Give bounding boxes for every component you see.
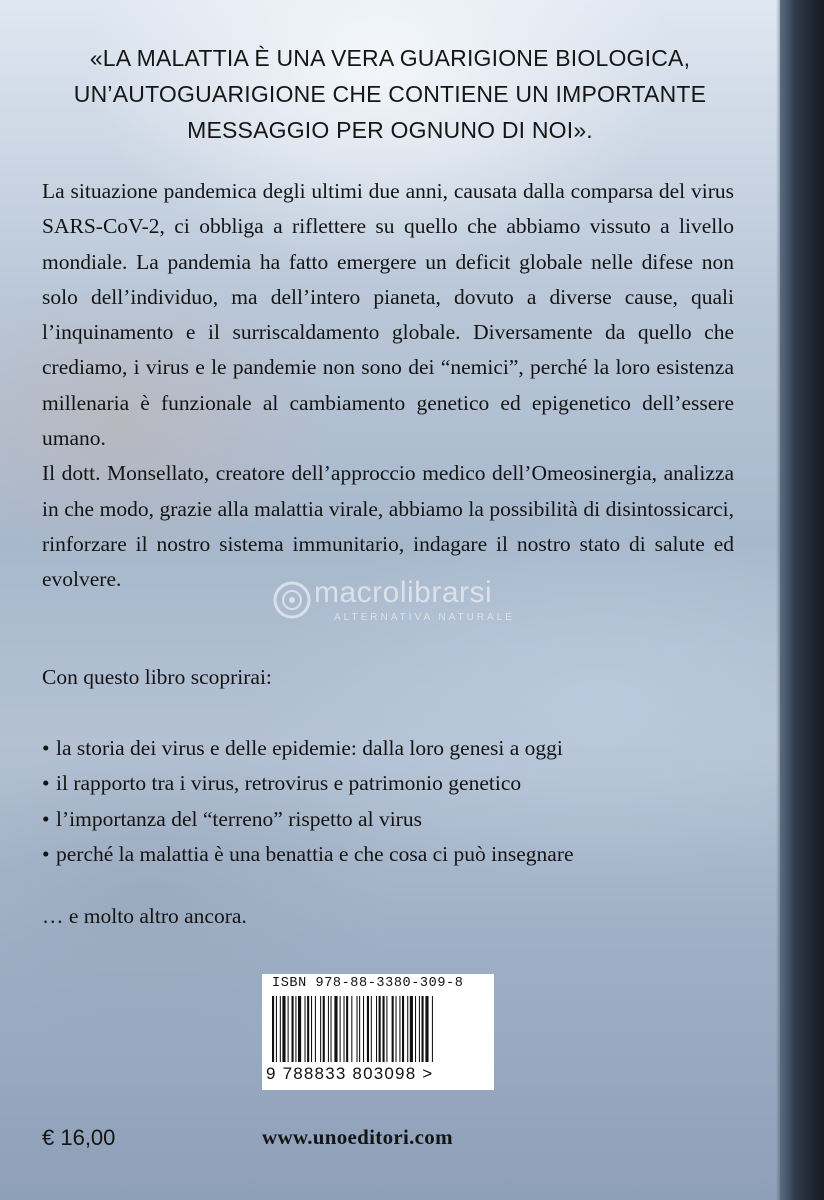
publisher-website: www.unoeditori.com (262, 1125, 453, 1149)
barcode-bar (282, 996, 285, 1062)
isbn-label: ISBN 978-88-3380-309-8 (272, 976, 464, 991)
barcode-digits: 9 788833 803098 > (266, 1064, 434, 1083)
barcode-bar (280, 996, 281, 1062)
blurb (42, 174, 734, 598)
barcode-bar (386, 996, 387, 1062)
barcode-bar (305, 996, 306, 1062)
bullet-icon: • (42, 841, 50, 866)
quote-line: UN’AUTOGUARIGIONE CHE CONTIENE UN IMPORTANTE (73, 81, 707, 107)
list-item-text: il rapporto tra i virus, retrovirus e patrimonio genetico (56, 771, 522, 796)
barcode-bar (402, 996, 404, 1062)
barcode-bar (367, 996, 369, 1062)
macrolibrarsi-watermark (272, 576, 572, 632)
barcode-bar (272, 996, 274, 1062)
barcode-bar (419, 996, 420, 1062)
barcode-bar (331, 996, 332, 1062)
blurb-paragraph: Il dott. Monsellato, creatore dell’approccio medico dell’Omeosinergia, analizza in che modo, grazie alla malattia virale, abbiamo la possibilità di disintossicarci, rinforzare il nostro sistema immunitario, indagare il nostro stato di salute ed evolvere. (42, 461, 734, 592)
barcode-bar (298, 996, 301, 1062)
isbn-barcode (262, 974, 494, 1090)
barcode-bar (392, 996, 394, 1062)
barcode-bar (359, 996, 360, 1062)
barcode-bar (422, 996, 424, 1062)
barcode-bar (315, 996, 316, 1062)
barcode-bar (311, 996, 312, 1062)
barcode-bar (276, 996, 277, 1062)
price: € 16,00 (42, 1125, 116, 1150)
bullet-icon: • (42, 771, 50, 796)
barcode-bar (376, 996, 377, 1062)
barcode-bar (432, 996, 433, 1062)
barcode-bar (396, 996, 397, 1062)
barcode-bar (307, 996, 309, 1062)
barcode-bar (323, 996, 325, 1062)
barcode-bar (328, 996, 329, 1062)
barcode-bar (410, 996, 413, 1062)
barcode-bar (371, 996, 372, 1062)
topics-list (42, 731, 574, 872)
barcode-bar (295, 996, 296, 1062)
list-item (42, 766, 574, 801)
barcode-bar (320, 996, 321, 1062)
cover-quote (40, 40, 740, 148)
list-item-text: perché la malattia è una benattia e che cosa ci può insegnare (56, 841, 574, 866)
barcode-bar (399, 996, 400, 1062)
barcode-bar (425, 996, 428, 1062)
macrolibrarsi-logo-icon (272, 580, 312, 620)
barcode-bar (340, 996, 341, 1062)
barcode-bar (288, 996, 289, 1062)
barcode-bar (357, 996, 358, 1062)
barcode-bar (344, 996, 345, 1062)
barcode-bar (379, 996, 381, 1062)
book-spine (780, 0, 824, 1200)
barcode-bar (415, 996, 416, 1062)
watermark-name: macrolibrarsi (314, 576, 493, 609)
barcode-bars (272, 996, 484, 1066)
barcode-bar (351, 996, 352, 1062)
blurb-paragraph: La situazione pandemica degli ultimi due anni, causata dalla comparsa del virus SARS-CoV-2, ci obbliga a riflettere su quello che abbiamo vissuto a livello mondiale. La pandemia ha fatto emergere un deficit globale nelle difese non solo dell’individuo, ma dell’intero pianeta, dovuto a diverse cause, quali l’inquinamento e il surriscaldamento globale. Diversamente da quello che crediamo, i virus e le pandemie non sono dei “nemici”, perché la loro esistenza millenaria è funzionale al cambiamento genetico ed epigenetico dell’essere umano. (42, 179, 734, 451)
bullet-icon: • (42, 806, 50, 831)
list-item (42, 802, 574, 837)
barcode-bar (334, 996, 337, 1062)
barcode-bar (407, 996, 408, 1062)
barcode-bar (292, 996, 294, 1062)
watermark-tagline: ALTERNATIVA NATURALE (334, 612, 515, 623)
barcode-bar (346, 996, 348, 1062)
barcode-bar (383, 996, 385, 1062)
list-intro: Con questo libro scoprirai: (42, 665, 272, 689)
list-outro: … e molto altro ancora. (42, 904, 247, 928)
list-item (42, 837, 574, 872)
quote-line: MESSAGGIO PER OGNUNO DI NOI». (187, 117, 593, 143)
barcode-bar (363, 996, 364, 1062)
list-item-text: la storia dei virus e delle epidemie: dalla loro genesi a oggi (56, 736, 563, 760)
bullet-icon: • (42, 736, 50, 760)
quote-line: «LA MALATTIA È UNA VERA GUARIGIONE BIOLOGICA, (89, 45, 691, 71)
list-item-text: l’importanza del “terreno” rispetto al virus (56, 806, 422, 831)
list-item (42, 731, 574, 766)
